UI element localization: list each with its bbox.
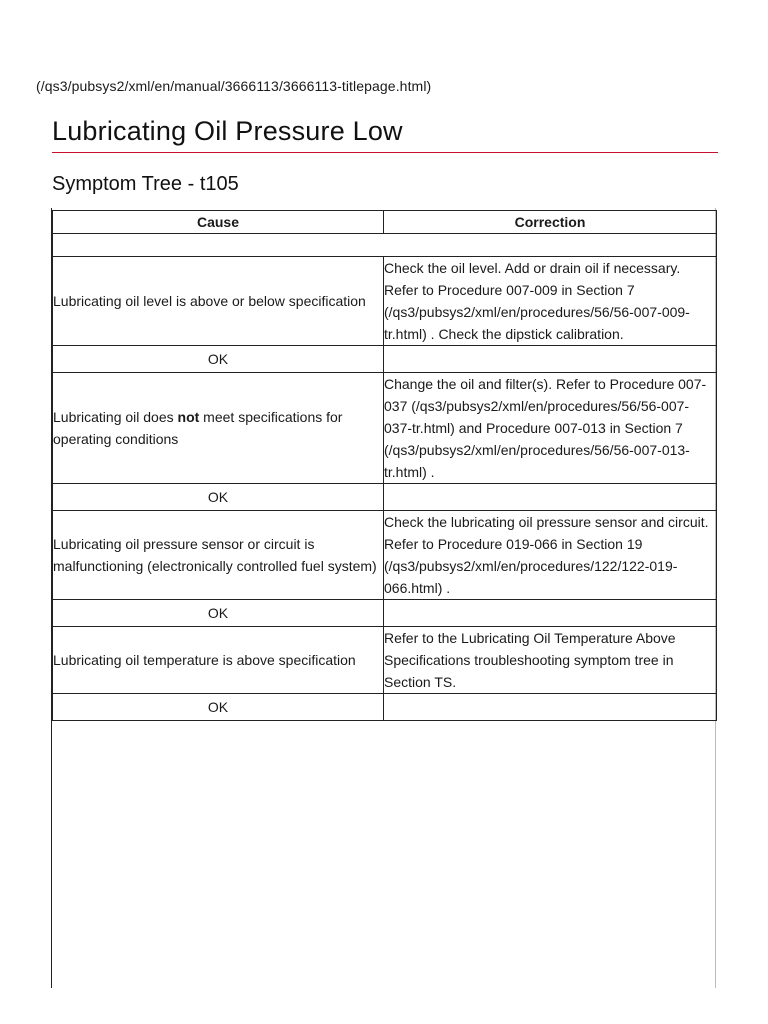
blank-cell <box>384 694 717 721</box>
correction-cell: Check the lubricating oil pressure sensor and circuit. Refer to Procedure 019-066 in Section 19 (/qs3/pubsys2/xml/en/procedures/122/122-019-066.html) . <box>384 511 717 600</box>
blank-cell <box>384 600 717 627</box>
table-row <box>53 257 717 346</box>
ok-label: OK <box>53 346 384 373</box>
ok-row <box>53 694 717 721</box>
correction-cell: Check the oil level. Add or drain oil if necessary. Refer to Procedure 007-009 in Section 7 (/qs3/pubsys2/xml/en/procedures/56/56-007-009-tr.html) . Check the dipstick calibration. <box>384 257 717 346</box>
correction-cell: Refer to the Lubricating Oil Temperature Above Specifications troubleshooting symptom tree in Section TS. <box>384 627 717 694</box>
table-header-row <box>53 211 717 234</box>
cause-text: meet specifications for operating conditions <box>53 409 343 447</box>
ok-label: OK <box>53 600 384 627</box>
correction-cell: Change the oil and filter(s). Refer to Procedure 007-037 (/qs3/pubsys2/xml/en/procedures/56/56-007-037-tr.html) and Procedure 007-013 in Section 7 (/qs3/pubsys2/xml/en/procedures/56/56-007-013-tr.html) . <box>384 373 717 484</box>
section-title: Symptom Tree - t105 <box>52 173 239 195</box>
ok-row <box>53 346 717 373</box>
cause-cell <box>53 373 384 484</box>
blank-cell <box>384 484 717 511</box>
ok-row <box>53 600 717 627</box>
cause-cell: Lubricating oil temperature is above specification <box>53 627 384 694</box>
cause-cell: Lubricating oil pressure sensor or circuit is malfunctioning (electronically controlled fuel system) <box>53 511 384 600</box>
ok-label: OK <box>53 484 384 511</box>
ok-row <box>53 484 717 511</box>
table-row <box>53 373 717 484</box>
cause-column-header: Cause <box>53 211 384 234</box>
page-title: Lubricating Oil Pressure Low <box>52 116 403 146</box>
title-page-link[interactable]: (/qs3/pubsys2/xml/en/manual/3666113/3666113-titlepage.html) <box>36 78 432 94</box>
cause-emphasis: not <box>177 409 200 425</box>
table-row <box>53 511 717 600</box>
spacer-row <box>53 234 717 257</box>
correction-column-header: Correction <box>384 211 717 234</box>
symptom-tree-table <box>52 210 717 721</box>
cause-cell: Lubricating oil level is above or below specification <box>53 257 384 346</box>
table-row <box>53 627 717 694</box>
ok-label: OK <box>53 694 384 721</box>
cause-text: Lubricating oil does <box>53 409 178 425</box>
blank-cell <box>384 346 717 373</box>
title-divider <box>52 152 718 153</box>
